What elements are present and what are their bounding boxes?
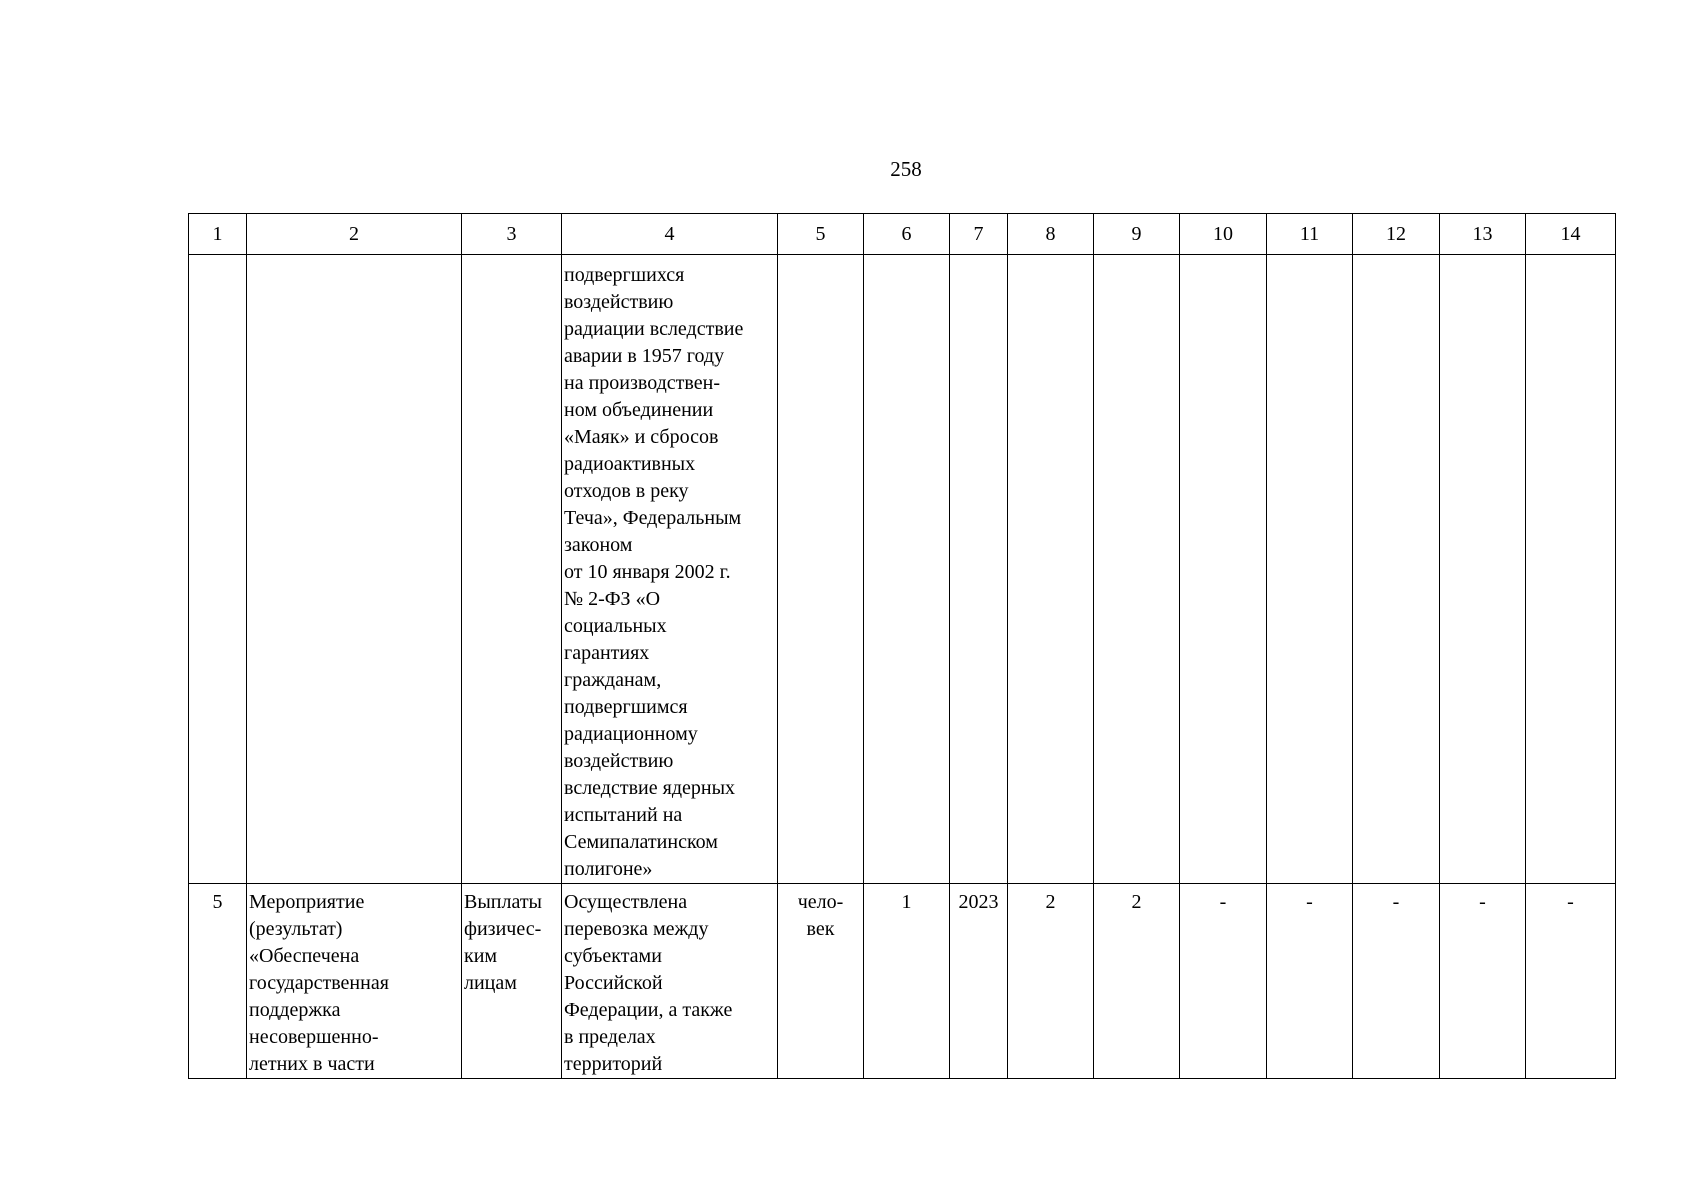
table-cell xyxy=(562,884,778,1079)
cell-line: 1 xyxy=(901,891,912,913)
cell-line: вследствие ядерных xyxy=(564,777,736,799)
table-cell xyxy=(864,255,950,884)
cell-line: «Маяк» и сбросов xyxy=(564,426,719,448)
cell-line: - xyxy=(1392,891,1400,913)
cell-line: - xyxy=(1567,891,1574,913)
column-header: 12 xyxy=(1353,214,1440,255)
cell-line: 2023 xyxy=(958,891,999,913)
cell-line: - xyxy=(1219,891,1227,913)
cell-line: Семипалатинском xyxy=(564,831,718,853)
table-cell xyxy=(1353,884,1440,1079)
cell-line: Выплаты xyxy=(464,891,542,913)
cell-line: 2 xyxy=(1045,891,1056,913)
column-header: 5 xyxy=(778,214,864,255)
table-cell xyxy=(247,884,462,1079)
cell-line: гражданам, xyxy=(564,669,662,691)
table-cell xyxy=(1008,884,1094,1079)
cell-line: радиоактивных xyxy=(564,453,696,475)
cell-line: - xyxy=(1306,891,1313,913)
cell-line: Федерации, а также xyxy=(564,999,733,1021)
page-number: 258 xyxy=(890,157,922,181)
cell-line: 5 xyxy=(212,891,223,913)
column-header: 2 xyxy=(247,214,462,255)
table-cell xyxy=(562,255,778,884)
table-cell xyxy=(1267,255,1353,884)
cell-line: полигоне» xyxy=(564,858,653,880)
cell-line: гарантиях xyxy=(564,642,650,664)
cell-line: Осуществлена xyxy=(564,891,688,913)
table-cell xyxy=(1353,255,1440,884)
table-cell xyxy=(950,884,1008,1079)
cell-line: законом xyxy=(564,534,633,556)
table-row xyxy=(189,255,1616,884)
column-header: 3 xyxy=(462,214,562,255)
table-cell xyxy=(1094,884,1180,1079)
cell-line: отходов в реку xyxy=(564,480,689,502)
column-header: 4 xyxy=(562,214,778,255)
table-cell xyxy=(864,884,950,1079)
column-header: 7 xyxy=(950,214,1008,255)
table-cell xyxy=(1440,884,1526,1079)
table-cell xyxy=(1526,884,1616,1079)
table-cell xyxy=(778,255,864,884)
column-header: 13 xyxy=(1440,214,1526,255)
table-cell xyxy=(1180,255,1267,884)
table-cell xyxy=(1180,884,1267,1079)
cell-line: социальных xyxy=(564,615,667,637)
column-header: 1 xyxy=(189,214,247,255)
cell-line: - xyxy=(1479,891,1486,913)
cell-line: ким xyxy=(464,945,498,967)
cell-line: Теча», Федеральным xyxy=(564,507,742,529)
cell-line: «Обеспечена xyxy=(249,945,360,967)
cell-line: Мероприятие xyxy=(249,891,365,913)
table-cell xyxy=(1267,884,1353,1079)
table-cell xyxy=(1008,255,1094,884)
cell-line: Российской xyxy=(564,972,663,994)
cell-line: воздействию xyxy=(564,750,674,772)
table-row xyxy=(189,884,1616,1079)
cell-line: субъектами xyxy=(564,945,662,967)
cell-line: испытаний на xyxy=(564,804,683,826)
cell-line: поддержка xyxy=(249,999,341,1021)
cell-line: перевозка между xyxy=(564,918,709,940)
cell-line: чело- xyxy=(797,891,844,913)
cell-line: несовершенно- xyxy=(249,1026,379,1048)
cell-line: радиации вследствие xyxy=(564,318,744,340)
cell-line: лицам xyxy=(464,972,517,994)
cell-line: подвергшимся xyxy=(564,696,688,718)
column-header: 11 xyxy=(1267,214,1353,255)
column-header: 9 xyxy=(1094,214,1180,255)
cell-line: государственная xyxy=(249,972,389,994)
cell-line: в пределах xyxy=(564,1026,656,1048)
cell-line: воздействию xyxy=(564,291,674,313)
table-cell xyxy=(189,884,247,1079)
column-header: 14 xyxy=(1526,214,1616,255)
table-cell xyxy=(462,255,562,884)
cell-line: (результат) xyxy=(249,918,343,940)
column-header: 10 xyxy=(1180,214,1267,255)
cell-line: ном объединении xyxy=(564,399,714,421)
column-header: 8 xyxy=(1008,214,1094,255)
cell-line: на производствен- xyxy=(564,372,720,394)
table-cell xyxy=(1094,255,1180,884)
table-cell xyxy=(1526,255,1616,884)
table-cell xyxy=(247,255,462,884)
cell-line: радиационному xyxy=(564,723,698,745)
table-cell xyxy=(950,255,1008,884)
cell-line: от 10 января 2002 г. xyxy=(564,561,731,583)
cell-line: физичес- xyxy=(464,918,542,940)
table-cell xyxy=(1440,255,1526,884)
cell-line: век xyxy=(806,918,835,940)
table-cell xyxy=(189,255,247,884)
data-table xyxy=(188,213,1616,1079)
cell-line: 2 xyxy=(1131,891,1142,913)
cell-line: подвергшихся xyxy=(564,264,685,286)
cell-line: территорий xyxy=(564,1053,663,1075)
header-row xyxy=(189,214,1616,255)
table-cell xyxy=(778,884,864,1079)
cell-line: летних в части xyxy=(249,1053,375,1075)
column-header: 6 xyxy=(864,214,950,255)
cell-line: аварии в 1957 году xyxy=(564,345,725,367)
table-cell xyxy=(462,884,562,1079)
cell-line: № 2-ФЗ «О xyxy=(564,588,661,610)
